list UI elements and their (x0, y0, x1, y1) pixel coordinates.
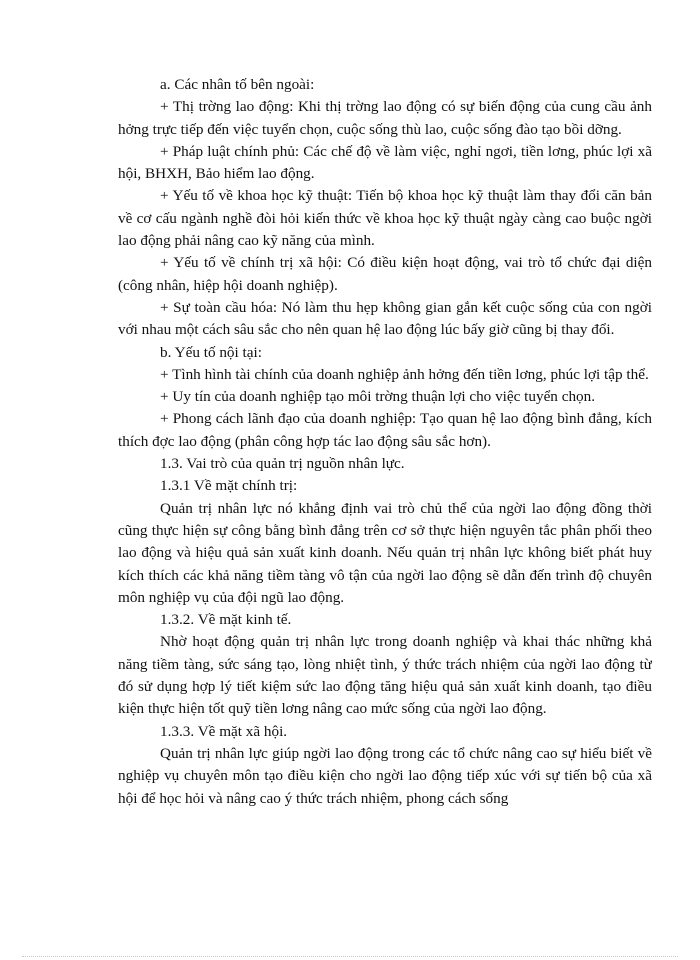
paragraph-leadership-style: + Phong cách lãnh đạo của doanh nghiệp: Tạo quan hệ lao động bình đẳng, kích thích đợc lao động (phân công hợp tác lao động sâu sắc hơn). (118, 410, 652, 450)
paragraph-labor-market: + Thị trờng lao động: Khi thị trờng lao động có sự biến động của cung cầu ảnh hởng trực tiếp đến việc tuyển chọn, cuộc sống thù lao, cuộc sống đào tạo bồi dỡng. (118, 98, 652, 138)
section-heading-economic: 1.3.2. Về mặt kinh tế. (160, 611, 292, 629)
paragraph-government-law: + Pháp luật chính phủ: Các chế độ về làm việc, nghỉ ngơi, tiền lơng, phúc lợi xã hội, BHXH, Bảo hiểm lao động. (118, 142, 652, 183)
paragraph-political-social: + Yếu tố về chính trị xã hội: Có điều kiện hoạt động, vai trò tổ chức đại diện (công nhân, hiệp hội doanh nghiệp). (118, 254, 652, 294)
paragraph-reputation: + Uy tín của doanh nghiệp tạo môi trờng thuận lợi cho việc tuyển chọn. (160, 388, 596, 406)
page-bottom-divider (22, 956, 678, 957)
paragraph-political-role: Quản trị nhân lực nó khẳng định vai trò chủ thể của ngời lao động đồng thời cũng thực hiện sự công bằng bình đẳng trên cơ sở thực hiện nguyên tắc phân phối theo lao động và hiệu quả sản xuất kinh doanh. Nếu quản trị nhân lực không biết phát huy kích thích các khả năng tiềm tàng vô tận của ngời lao động sẽ dẫn đến trình độ chuyên môn nghiệp vụ của đội ngũ lao động. (118, 499, 652, 606)
paragraph-financial-situation: + Tình hình tài chính của doanh nghiệp ảnh hởng đến tiền lơng, phúc lợi tập thể. (160, 365, 649, 383)
paragraph-social-role: Quản trị nhân lực giúp ngời lao động trong các tổ chức nâng cao sự hiểu biết về nghiệp vụ chuyên môn tạo điều kiện cho ngời lao động tiếp xúc với sự tiến bộ của xã hội để học hỏi và nâng cao ý thức trách nhiệm, phong cách sống (118, 744, 652, 807)
paragraph-science-technology: + Yếu tố về khoa học kỹ thuật: Tiến bộ khoa học kỹ thuật làm thay đổi căn bản về cơ cấu ngành nghề đòi hỏi kiến thức về khoa học kỹ thuật ngày càng cao buộc ngời lao động phải nâng cao kỹ năng của mình. (118, 187, 652, 250)
section-heading-external-factors: a. Các nhân tố bên ngoài: (160, 76, 315, 93)
document-body (118, 74, 652, 886)
paragraph-globalization: + Sự toàn cầu hóa: Nó làm thu hẹp không gian gắn kết cuộc sống của con ngời với nhau một cách sâu sắc cho nên quan hệ lao động lúc bấy giờ cũng bị thay đổi. (118, 298, 652, 339)
section-heading-role: 1.3. Vai trò của quản trị nguồn nhân lực. (160, 455, 405, 473)
section-heading-social: 1.3.3. Về mặt xã hội. (160, 722, 288, 740)
section-heading-political: 1.3.1 Về mặt chính trị: (160, 477, 298, 495)
section-heading-internal-factors: b. Yếu tố nội tại: (160, 343, 262, 361)
paragraph-economic-role: Nhờ hoạt động quản trị nhân lực trong doanh nghiệp và khai thác những khả năng tiềm tàng, sức sáng tạo, lòng nhiệt tình, ý thức trách nhiệm của ngời lao động từ đó sử dụng hợp lý tiết kiệm sức lao động tăng hiệu quả sản xuất kinh doanh, tạo điều kiện thực hiện tốt quỹ tiền lơng nâng cao mức sống của ngời lao động. (118, 633, 652, 718)
